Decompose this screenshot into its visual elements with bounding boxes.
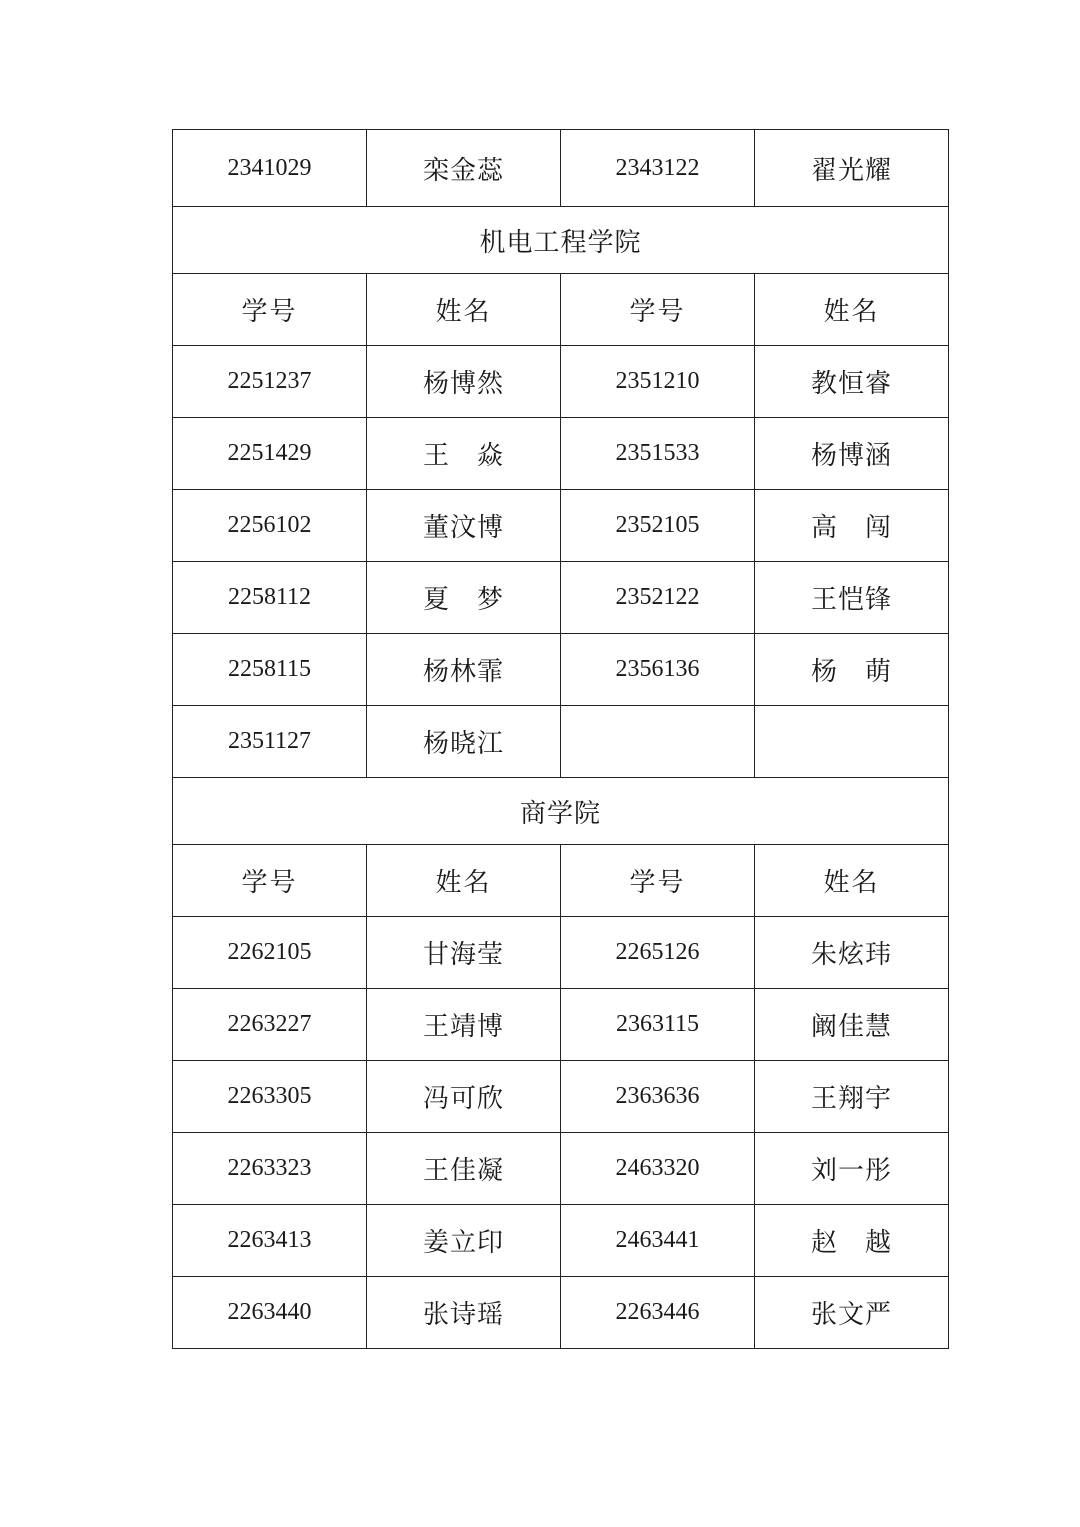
student-name-cell: 赵 越 — [755, 1205, 949, 1277]
student-id-cell: 2265126 — [561, 917, 755, 989]
student-id-cell: 2256102 — [173, 490, 367, 562]
student-name-cell: 教恒睿 — [755, 346, 949, 418]
student-name-cell: 刘一彤 — [755, 1133, 949, 1205]
table-row — [173, 490, 949, 562]
table-row — [173, 1277, 949, 1349]
student-id-cell: 2352105 — [561, 490, 755, 562]
table-row — [173, 706, 949, 778]
student-name-cell: 王翔宇 — [755, 1061, 949, 1133]
column-header: 学号 — [173, 274, 367, 346]
student-name-cell: 张文严 — [755, 1277, 949, 1349]
student-name-cell: 杨博涵 — [755, 418, 949, 490]
student-id-cell: 2263323 — [173, 1133, 367, 1205]
student-id-cell: 2351210 — [561, 346, 755, 418]
student-name-cell: 杨博然 — [367, 346, 561, 418]
student-id-cell: 2263413 — [173, 1205, 367, 1277]
column-header: 姓名 — [755, 845, 949, 917]
student-name-cell: 栾金蕊 — [367, 130, 561, 207]
column-header: 姓名 — [367, 274, 561, 346]
header-row — [173, 274, 949, 346]
table-row — [173, 1205, 949, 1277]
student-name-cell: 杨晓江 — [367, 706, 561, 778]
student-id-cell: 2343122 — [561, 130, 755, 207]
section-title: 机电工程学院 — [173, 207, 949, 274]
table-row — [173, 346, 949, 418]
student-name-cell: 阚佳慧 — [755, 989, 949, 1061]
student-name-cell: 王恺锋 — [755, 562, 949, 634]
header-row — [173, 845, 949, 917]
student-id-cell: 2258115 — [173, 634, 367, 706]
table-row — [173, 917, 949, 989]
student-id-cell: 2463441 — [561, 1205, 755, 1277]
column-header: 学号 — [173, 845, 367, 917]
student-name-cell: 翟光耀 — [755, 130, 949, 207]
student-name-cell: 王佳凝 — [367, 1133, 561, 1205]
column-header: 姓名 — [755, 274, 949, 346]
table-row — [173, 1061, 949, 1133]
student-id-cell: 2363636 — [561, 1061, 755, 1133]
student-name-cell: 张诗瑶 — [367, 1277, 561, 1349]
table-row — [173, 130, 949, 207]
student-name-cell: 姜立印 — [367, 1205, 561, 1277]
student-name-cell: 高 闯 — [755, 490, 949, 562]
student-name-cell: 杨 萌 — [755, 634, 949, 706]
table-row — [173, 989, 949, 1061]
student-id-cell: 2263305 — [173, 1061, 367, 1133]
student-id-cell: 2263446 — [561, 1277, 755, 1349]
column-header: 姓名 — [367, 845, 561, 917]
student-name-cell: 夏 梦 — [367, 562, 561, 634]
table-row — [173, 1133, 949, 1205]
student-id-cell: 2251429 — [173, 418, 367, 490]
column-header: 学号 — [561, 274, 755, 346]
student-id-cell: 2341029 — [173, 130, 367, 207]
student-name-cell — [755, 706, 949, 778]
section-title: 商学院 — [173, 778, 949, 845]
student-id-cell — [561, 706, 755, 778]
column-header: 学号 — [561, 845, 755, 917]
student-name-cell: 王 焱 — [367, 418, 561, 490]
student-id-cell: 2351533 — [561, 418, 755, 490]
student-id-cell: 2363115 — [561, 989, 755, 1061]
student-name-cell: 王靖博 — [367, 989, 561, 1061]
section-title-row — [173, 207, 949, 274]
student-id-cell: 2356136 — [561, 634, 755, 706]
section-title-row — [173, 778, 949, 845]
student-id-cell: 2351127 — [173, 706, 367, 778]
student-name-cell: 杨林霏 — [367, 634, 561, 706]
student-id-cell: 2352122 — [561, 562, 755, 634]
roster-table — [172, 129, 949, 1349]
student-id-cell: 2463320 — [561, 1133, 755, 1205]
student-name-cell: 朱炫玮 — [755, 917, 949, 989]
table-row — [173, 634, 949, 706]
student-id-cell: 2262105 — [173, 917, 367, 989]
student-name-cell: 董汶博 — [367, 490, 561, 562]
student-id-cell: 2251237 — [173, 346, 367, 418]
table-row — [173, 562, 949, 634]
student-id-cell: 2258112 — [173, 562, 367, 634]
student-name-cell: 冯可欣 — [367, 1061, 561, 1133]
student-id-cell: 2263227 — [173, 989, 367, 1061]
student-id-cell: 2263440 — [173, 1277, 367, 1349]
student-name-cell: 甘海莹 — [367, 917, 561, 989]
table-row — [173, 418, 949, 490]
